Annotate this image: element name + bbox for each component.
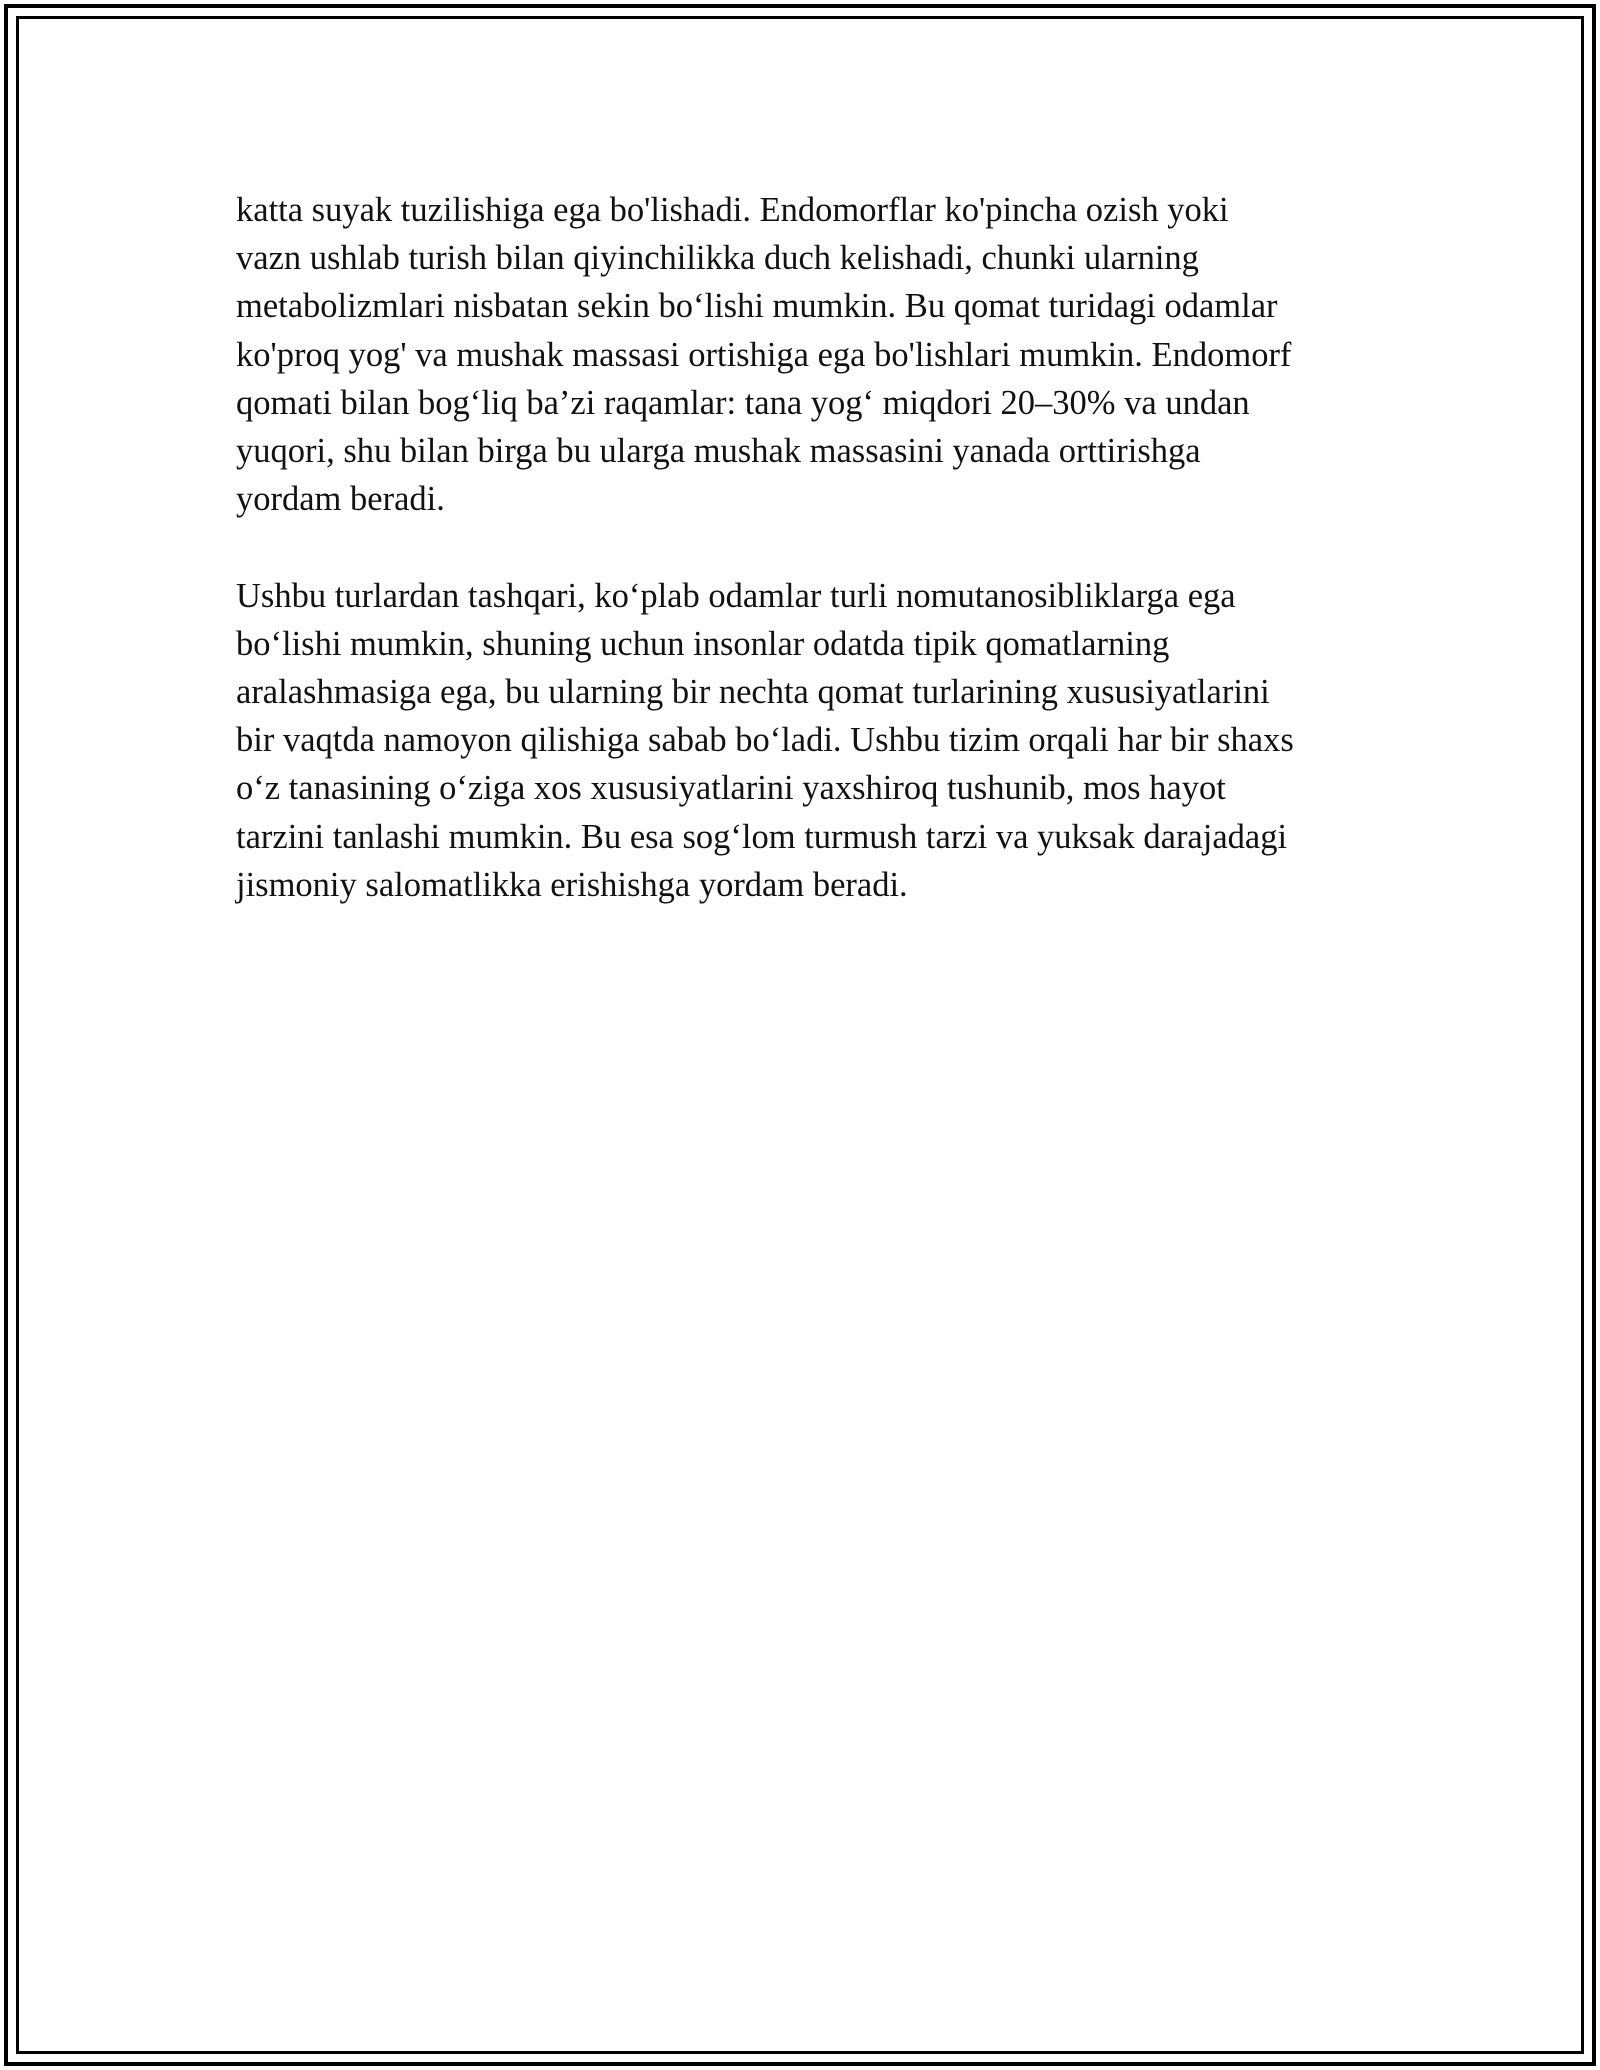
text-line: vazn ushlab turish bilan qiyinchilikka duch kelishadi, chunki ularning	[236, 239, 1199, 278]
text-line: katta suyak tuzilishiga ega bo'lishadi. Endomorflar ko'pincha ozish yoki	[236, 191, 1229, 229]
text-line: qomati bilan bog‘liq ba’zi raqamlar: tana yog‘ miqdori 20–30% va undan	[236, 383, 1250, 422]
text-line: metabolizmlari nisbatan sekin bo‘lishi mumkin. Bu qomat turidagi odamlar	[236, 287, 1278, 326]
text-line: bir vaqtda namoyon qilishiga sabab bo‘ladi. Ushbu tizim orqali har bir shaxs	[236, 721, 1294, 760]
text-line: tarzini tanlashi mumkin. Bu esa sog‘lom turmush tarzi va yuksak darajadagi	[236, 817, 1288, 856]
paragraph-2	[236, 572, 1376, 909]
text-line: bo‘lishi mumkin, shuning uchun insonlar odatda tipik qomatlarning	[236, 624, 1170, 663]
text-line: yuqori, shu bilan birga bu ularga mushak massasini yanada orttirishga	[236, 432, 1201, 471]
text-line: yordam beradi.	[236, 480, 445, 519]
text-line: aralashmasiga ega, bu ularning bir nechta qomat turlarining xususiyatlarini	[236, 673, 1270, 712]
paragraph-1	[236, 186, 1376, 523]
text-line: o‘z tanasining o‘ziga xos xususiyatlarini yaxshiroq tushunib, mos hayot	[236, 769, 1226, 808]
text-line: ko'proq yog' va mushak massasi ortishiga ega bo'lishlari mumkin. Endomorf	[236, 335, 1292, 374]
document-body	[236, 186, 1376, 957]
text-line: jismoniy salomatlikka erishishga yordam beradi.	[236, 865, 908, 904]
text-line: Ushbu turlardan tashqari, ko‘plab odamlar turli nomutanosibliklarga ega	[236, 576, 1236, 615]
